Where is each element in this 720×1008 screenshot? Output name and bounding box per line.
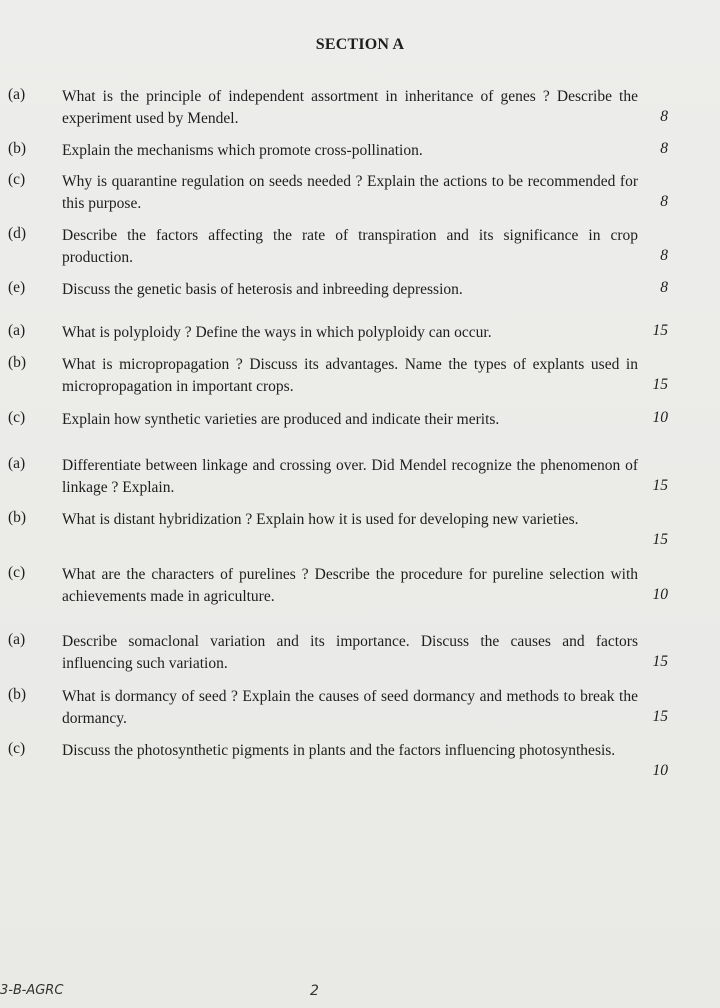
question-text: What is dormancy of seed ? Explain the causes of seed dormancy and methods to break the dormancy. [62,688,638,727]
question-label: (a) [8,86,26,103]
question-label: (c) [8,171,26,188]
question-label: (a) [8,631,26,648]
question-label: (e) [8,279,26,296]
question-text: Discuss the genetic basis of heterosis and inbreeding depression. [62,281,463,298]
question-text: Differentiate between linkage and crossing over. Did Mendel recognize the phenomenon of linkage ? Explain. [62,457,638,496]
question-label: (b) [8,354,27,371]
question-marks: 15 [652,653,668,670]
question-marks: 10 [652,586,668,603]
question-label: (c) [8,564,26,581]
question-marks: 8 [660,140,668,157]
question-label: (c) [8,740,26,757]
question-label: (d) [8,225,27,242]
question-marks: 15 [652,322,668,339]
question-marks: 8 [660,279,668,296]
question-marks: 15 [652,708,668,725]
paper-code: 3-B-AGRC [0,983,64,998]
question-text: Discuss the photosynthetic pigments in plants and the factors influencing photosynthesis. [62,742,616,759]
question-marks: 10 [652,409,668,426]
question-label: (c) [8,409,26,426]
question-text: Describe somaclonal variation and its importance. Discuss the causes and factors influencing such variation. [62,633,638,672]
question-marks: 15 [652,376,668,393]
question-marks: 15 [652,531,668,548]
question-text: Describe the factors affecting the rate of transpiration and its significance in crop production. [62,227,638,266]
question-label: (b) [8,686,27,703]
question-label: (b) [8,140,27,157]
question-marks: 15 [652,477,668,494]
question-text: What are the characters of purelines ? Describe the procedure for pureline selection with achievements made in agriculture. [62,566,638,605]
question-text: What is polyploidy ? Define the ways in which polyploidy can occur. [62,324,492,341]
question-label: (a) [8,455,26,472]
question-text: Explain how synthetic varieties are produced and indicate their merits. [62,411,500,428]
question-marks: 8 [660,247,668,264]
question-marks: 8 [660,108,668,125]
question-text: What is distant hybridization ? Explain how it is used for developing new varieties. [62,511,579,528]
question-text: What is the principle of independent assortment in inheritance of genes ? Describe the experiment used by Mendel. [62,88,638,127]
question-marks: 10 [652,762,668,779]
question-text: What is micropropagation ? Discuss its advantages. Name the types of explants used in micropropagation in important crops. [62,356,638,395]
question-label: (a) [8,322,26,339]
section-title: SECTION A [315,36,405,53]
question-text: Why is quarantine regulation on seeds needed ? Explain the actions to be recommended for this purpose. [62,173,638,212]
question-text: Explain the mechanisms which promote cross-pollination. [62,142,423,159]
question-marks: 8 [660,193,668,210]
question-label: (b) [8,509,27,526]
page-number: 2 [310,983,319,999]
